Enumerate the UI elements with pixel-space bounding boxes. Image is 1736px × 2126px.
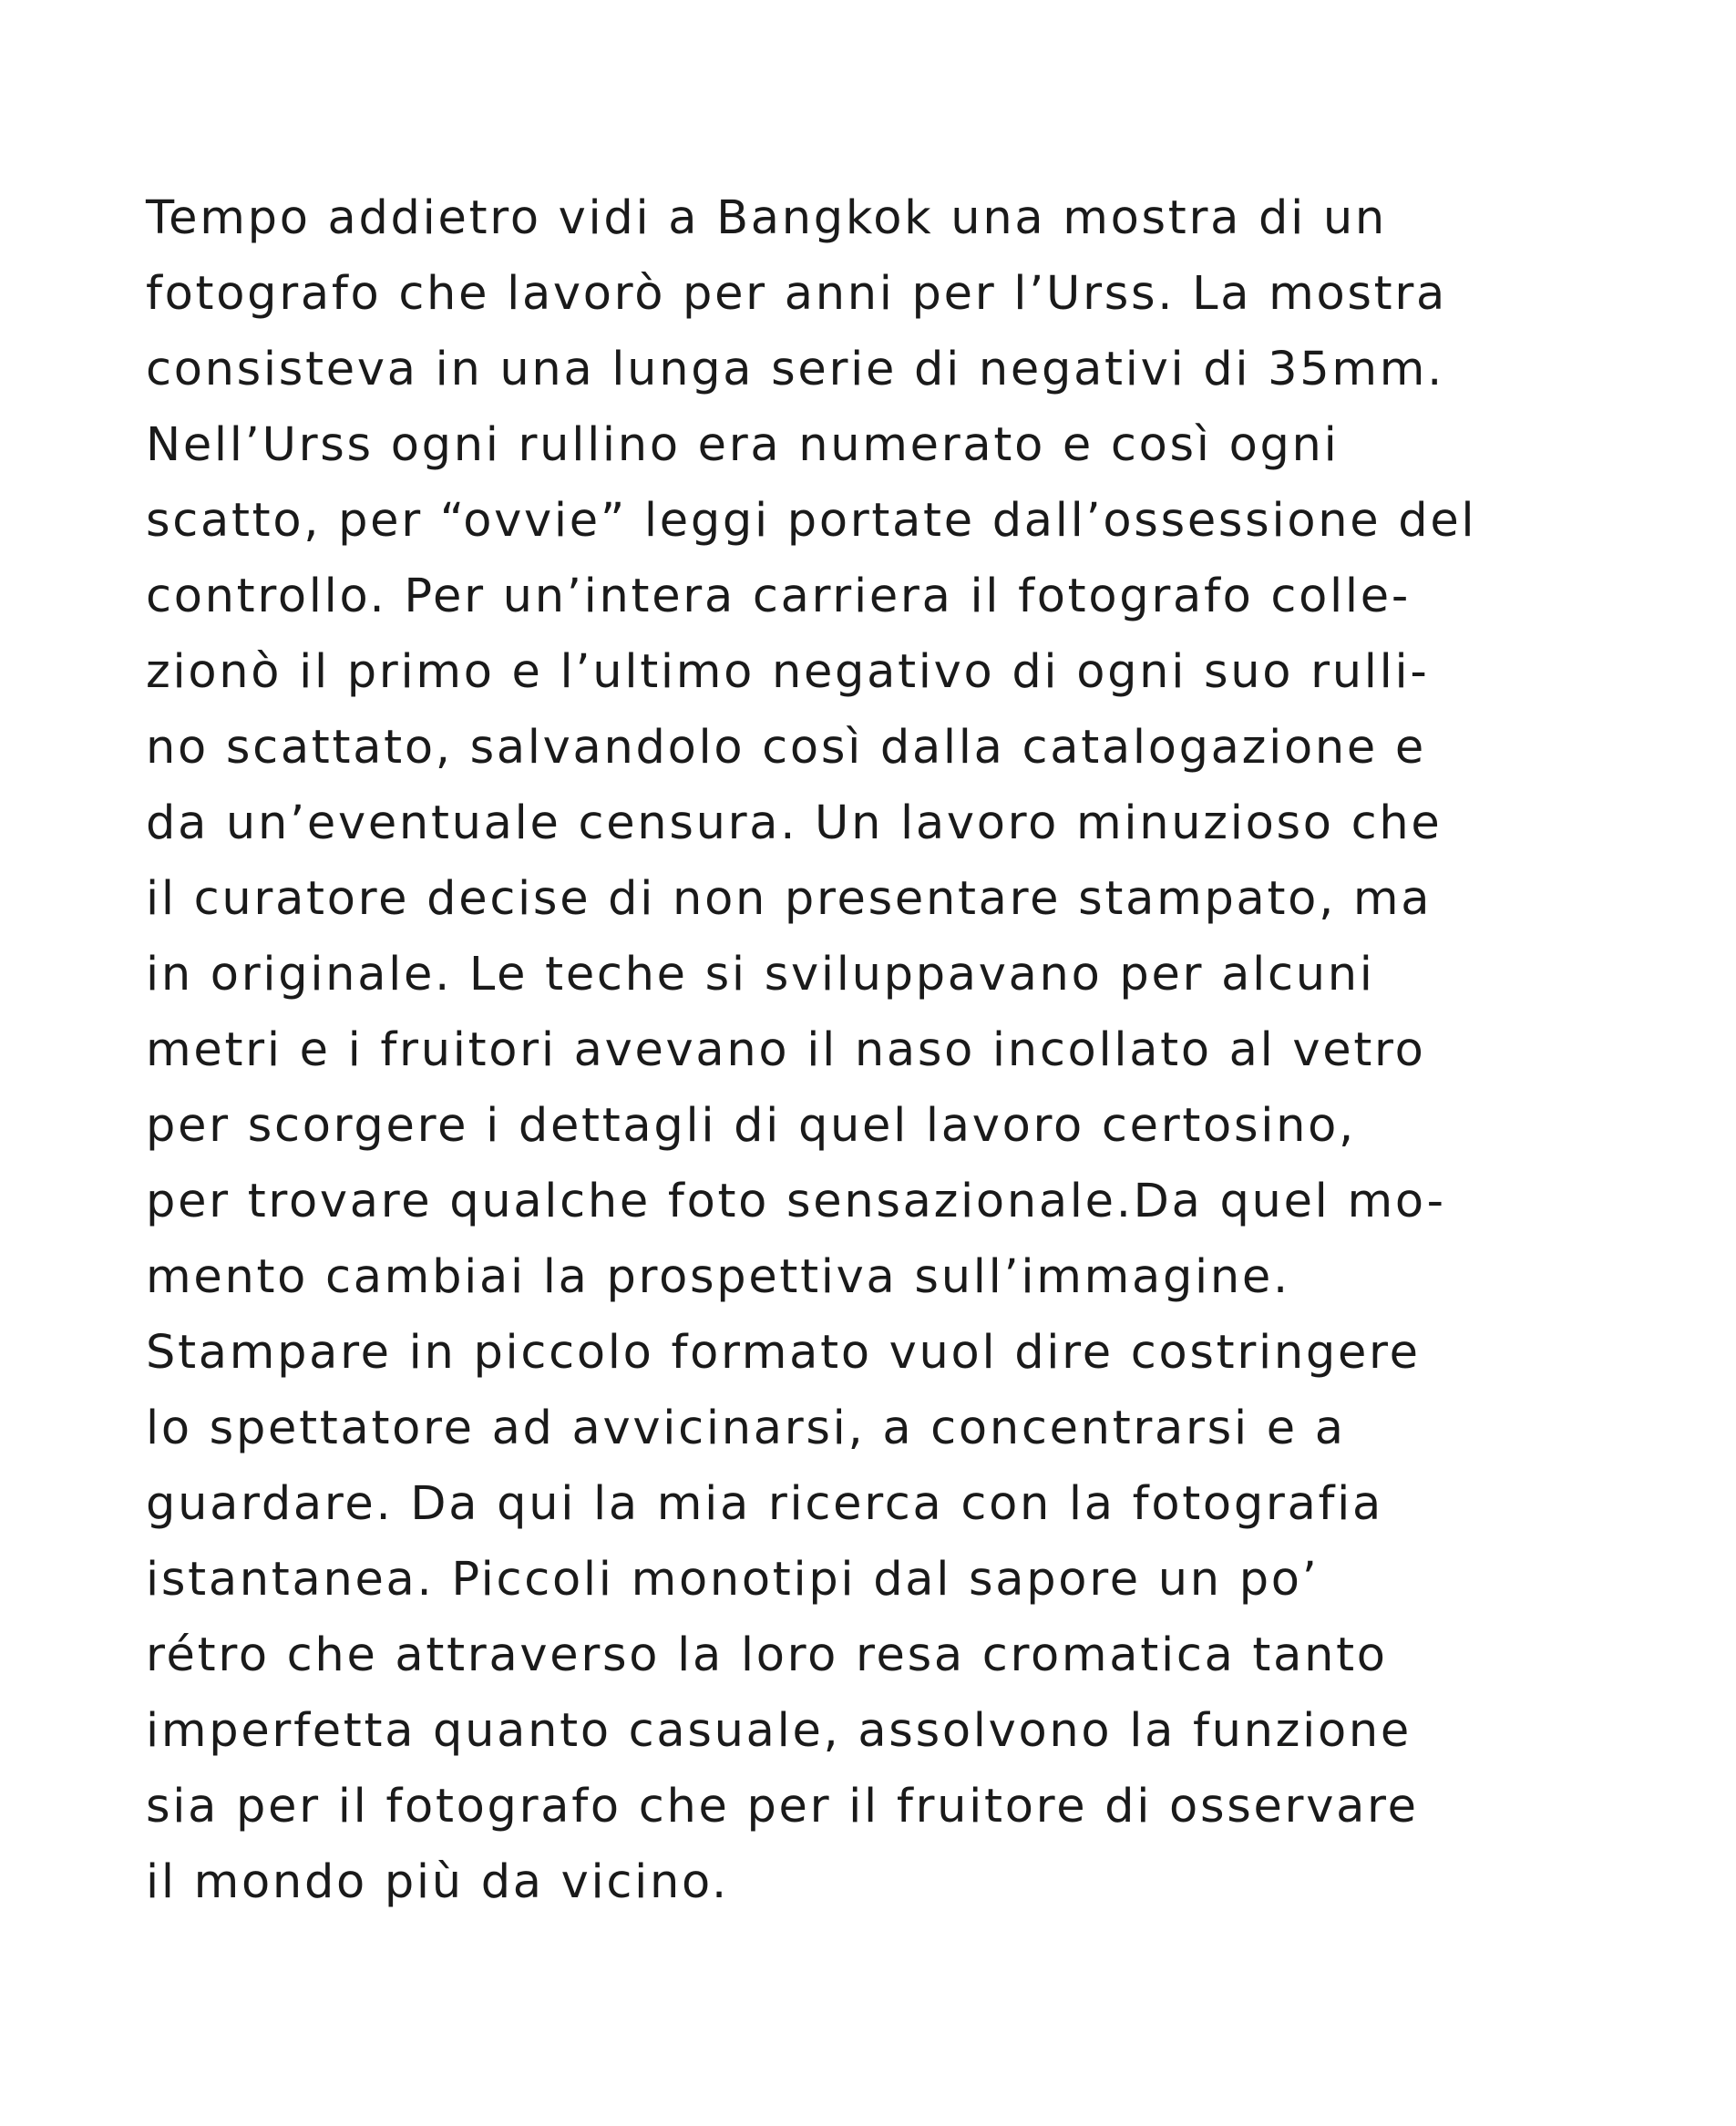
paragraph-line-7: zionò il primo e l’ultimo negativo di ogni suo rulli- <box>146 645 1430 699</box>
paragraph-line-11: in originale. Le teche si sviluppavano per alcuni <box>146 948 1375 1001</box>
paragraph-line-8: no scattato, salvandolo così dalla catalogazione e <box>146 721 1426 775</box>
body-paragraph <box>146 180 1640 1920</box>
paragraph-line-15: mento cambiai la prospettiva sull’immagine. <box>146 1250 1290 1304</box>
paragraph-line-4: Nell’Urss ogni rullino era numerato e così ogni <box>146 418 1340 472</box>
paragraph-line-1: Tempo addietro vidi a Bangkok una mostra di un <box>146 191 1387 245</box>
paragraph-line-14: per trovare qualche foto sensazionale.Da quel mo- <box>146 1175 1446 1228</box>
paragraph-line-17: lo spettatore ad avvicinarsi, a concentrarsi e a <box>146 1402 1346 1455</box>
paragraph-line-2: fotografo che lavorò per anni per l’Urss. La mostra <box>146 267 1447 321</box>
paragraph-line-10: il curatore decise di non presentare stampato, ma <box>146 872 1433 926</box>
paragraph-line-18: guardare. Da qui la mia ricerca con la fotografia <box>146 1477 1383 1531</box>
paragraph-line-9: da un’eventuale censura. Un lavoro minuzioso che <box>146 796 1443 850</box>
paragraph-line-23: il mondo più da vicino. <box>146 1855 729 1909</box>
paragraph-line-16: Stampare in piccolo formato vuol dire costringere <box>146 1326 1421 1380</box>
paragraph-line-20: rétro che attraverso la loro resa cromatica tanto <box>146 1628 1388 1682</box>
paragraph-line-12: metri e i fruitori avevano il naso incollato al vetro <box>146 1023 1426 1077</box>
paragraph-line-13: per scorgere i dettagli di quel lavoro certosino, <box>146 1099 1356 1153</box>
paragraph-line-19: istantanea. Piccoli monotipi dal sapore un po’ <box>146 1553 1320 1607</box>
paragraph-line-22: sia per il fotografo che per il fruitore di osservare <box>146 1780 1419 1833</box>
paragraph-line-21: imperfetta quanto casuale, assolvono la funzione <box>146 1704 1412 1758</box>
paragraph-line-3: consisteva in una lunga serie di negativi di 35mm. <box>146 343 1445 396</box>
paragraph-line-5: scatto, per “ovvie” leggi portate dall’ossessione del <box>146 494 1477 548</box>
paragraph-line-6: controllo. Per un’intera carriera il fotografo colle- <box>146 570 1411 623</box>
